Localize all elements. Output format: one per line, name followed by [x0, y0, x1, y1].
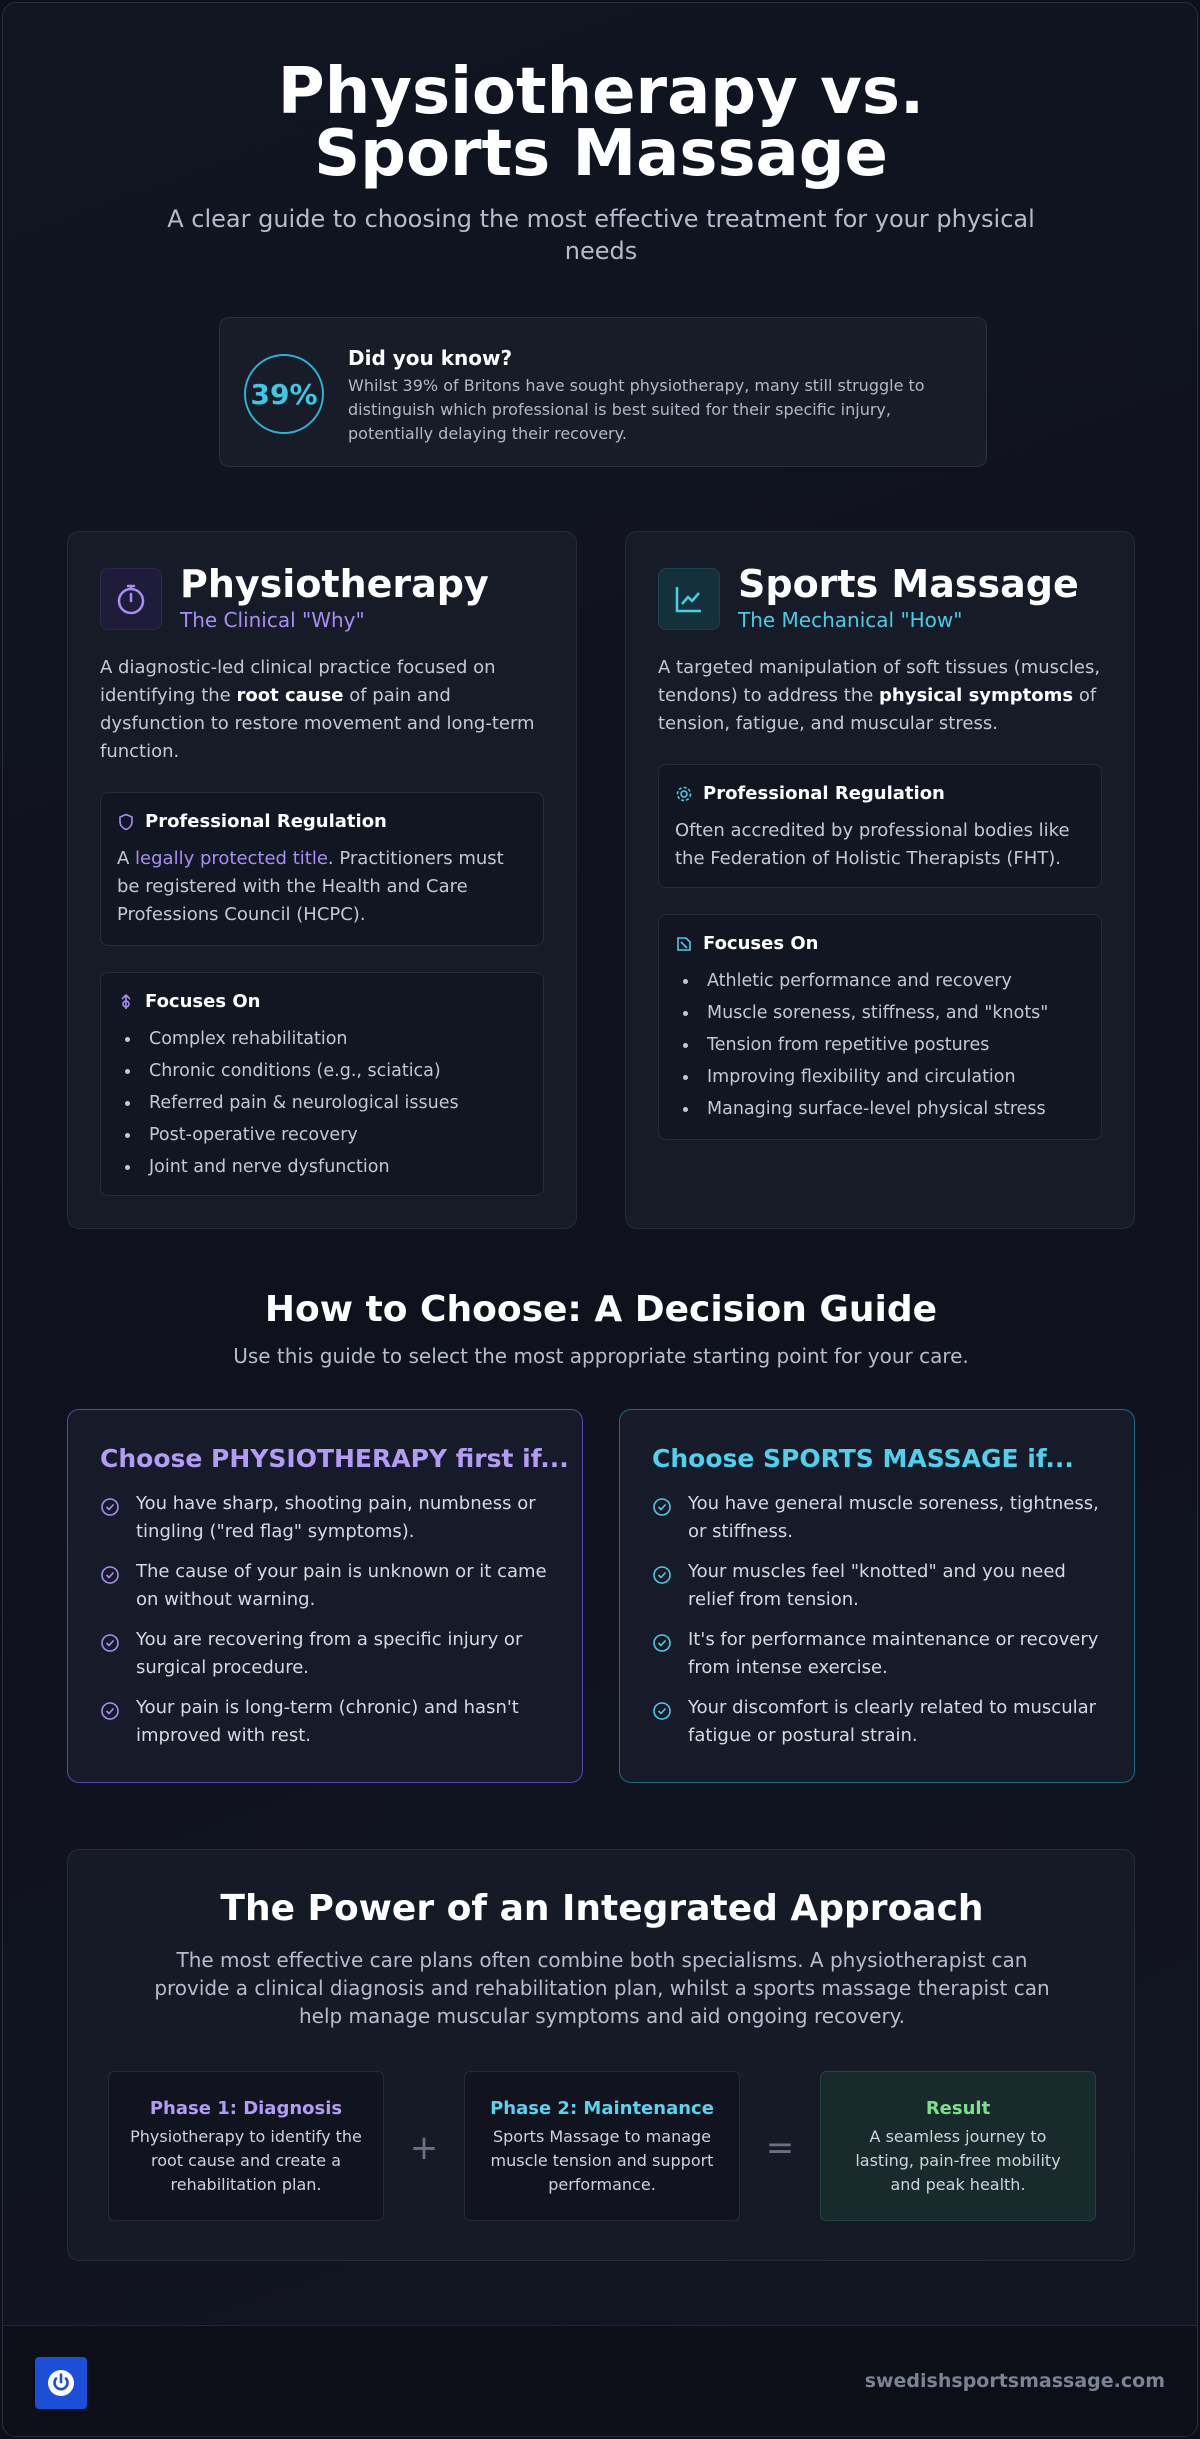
reg-text: A	[117, 848, 136, 869]
list-item: Referred pain & neurological issues	[117, 1087, 537, 1119]
sports-massage-card	[625, 531, 1135, 1229]
stopwatch-icon	[100, 568, 162, 630]
desc-text: of tension, fatigue, and muscular stress.	[658, 685, 1097, 734]
desc-bold: root cause	[236, 685, 344, 706]
phase-title: Phase 1: Diagnosis	[149, 2098, 343, 2119]
criteria-item	[100, 1558, 560, 1614]
phase-text: A seamless journey to lasting, pain-free mobility and peak health.	[855, 2127, 1061, 2194]
reg-text: . Practitioners must be registered with the Health and Care Professions Council (HCPC).	[117, 848, 504, 925]
check-circle-icon	[652, 1565, 672, 1585]
card-description	[658, 654, 1104, 738]
criteria-text: The cause of your pain is unknown or it came on without warning.	[136, 1561, 547, 1610]
target-icon	[117, 993, 135, 1011]
phase-text: Physiotherapy to identify the root cause and create a rehabilitation plan.	[130, 2127, 362, 2194]
gear-icon	[675, 785, 693, 803]
desc-text: of pain and dysfunction to restore movement and long-term function.	[100, 685, 535, 762]
focus-list	[675, 965, 1095, 1125]
check-circle-icon	[100, 1565, 120, 1585]
criteria-item	[652, 1626, 1112, 1682]
footer	[3, 2325, 1198, 2437]
phase-text: Sports Massage to manage muscle tension and support performance.	[490, 2127, 714, 2194]
list-item: Post-operative recovery	[117, 1119, 537, 1151]
check-circle-icon	[652, 1701, 672, 1721]
criteria-item	[652, 1490, 1112, 1546]
check-circle-icon	[652, 1633, 672, 1653]
plus-symbol: +	[409, 2128, 439, 2168]
hand-icon	[675, 935, 693, 953]
card-subtitle: The Clinical "Why"	[180, 608, 365, 632]
criteria-item	[100, 1626, 560, 1682]
criteria-text: You are recovering from a specific injury or surgical procedure.	[136, 1629, 523, 1678]
panel-title: Choose SPORTS MASSAGE if...	[652, 1444, 1074, 1473]
check-circle-icon	[100, 1701, 120, 1721]
list-item: Tension from repetitive postures	[675, 1029, 1095, 1061]
decision-guide-header	[3, 1289, 1198, 1368]
criteria-item	[100, 1694, 560, 1750]
check-circle-icon	[652, 1497, 672, 1517]
section-subtitle: Use this guide to select the most appropriate starting point for your care.	[233, 1344, 969, 1368]
regulation-text	[117, 845, 527, 929]
protected-title-link: legally protected title	[135, 848, 328, 869]
focus-title: Focuses On	[145, 991, 261, 1012]
desc-text: A targeted manipulation of soft tissues (muscles, tendons) to address the	[658, 657, 1101, 706]
regulation-box	[100, 792, 544, 946]
regulation-heading	[117, 811, 387, 832]
page-frame	[2, 2, 1198, 2437]
page-title: Physiotherapy vs. Sports Massage	[277, 55, 925, 191]
section-title: How to Choose: A Decision Guide	[264, 1289, 938, 1330]
choose-physiotherapy-panel	[67, 1409, 583, 1783]
focus-heading	[675, 933, 818, 954]
list-item: Athletic performance and recovery	[675, 965, 1095, 997]
phase-diagnosis-box	[108, 2071, 384, 2221]
regulation-title: Professional Regulation	[703, 783, 945, 804]
phase-title: Result	[925, 2098, 991, 2119]
integrated-approach-section	[67, 1849, 1135, 2261]
section-title: The Power of an Integrated Approach	[220, 1888, 984, 1929]
card-title: Sports Massage	[738, 562, 1079, 606]
focus-heading	[117, 991, 260, 1012]
panel-title: Choose PHYSIOTHERAPY first if...	[100, 1444, 569, 1473]
regulation-title: Professional Regulation	[145, 811, 387, 832]
focus-title: Focuses On	[703, 933, 819, 954]
page-subtitle: A clear guide to choosing the most effective treatment for your physical needs	[167, 205, 1035, 265]
equals-symbol: =	[765, 2128, 795, 2168]
section-description: The most effective care plans often combine both specialisms. A physiotherapist can provide a clinical diagnosis and rehabilitation plan, whilst a sports massage therapist can help manage muscular symptoms and aid ongoing recovery.	[154, 1948, 1050, 2028]
regulation-heading	[675, 783, 945, 804]
card-description	[100, 654, 546, 766]
did-you-know-callout	[219, 317, 987, 467]
focus-box	[658, 914, 1102, 1140]
list-item: Complex rehabilitation	[117, 1023, 537, 1055]
callout-title: Did you know?	[348, 346, 513, 370]
regulation-text: Often accredited by professional bodies like the Federation of Holistic Therapists (FHT).	[675, 820, 1070, 869]
check-circle-icon	[100, 1497, 120, 1517]
phase-title: Phase 2: Maintenance	[490, 2098, 714, 2119]
page-header	[3, 55, 1198, 267]
card-title: Physiotherapy	[180, 562, 489, 606]
physiotherapy-card	[67, 531, 577, 1229]
shield-icon	[117, 813, 135, 831]
choose-sports-massage-panel	[619, 1409, 1135, 1783]
footer-website-link[interactable]: swedishsportsmassage.com	[864, 2370, 1165, 2392]
stat-circle: 39%	[244, 354, 324, 434]
focus-box	[100, 972, 544, 1196]
focus-list	[117, 1023, 537, 1183]
criteria-text: You have general muscle soreness, tightness, or stiffness.	[688, 1493, 1099, 1542]
regulation-box	[658, 764, 1102, 888]
power-icon	[45, 2367, 77, 2399]
criteria-list	[652, 1490, 1112, 1762]
desc-bold: physical symptoms	[879, 685, 1074, 706]
list-item: Muscle soreness, stiffness, and "knots"	[675, 997, 1095, 1029]
criteria-list	[100, 1490, 560, 1762]
check-circle-icon	[100, 1633, 120, 1653]
criteria-text: You have sharp, shooting pain, numbness or tingling ("red flag" symptoms).	[136, 1493, 536, 1542]
list-item: Chronic conditions (e.g., sciatica)	[117, 1055, 537, 1087]
list-item: Improving flexibility and circulation	[675, 1061, 1095, 1093]
criteria-text: Your discomfort is clearly related to muscular fatigue or postural strain.	[688, 1697, 1097, 1746]
card-subtitle: The Mechanical "How"	[738, 608, 963, 632]
result-box	[820, 2071, 1096, 2221]
criteria-item	[652, 1694, 1112, 1750]
criteria-item	[652, 1558, 1112, 1614]
list-item: Joint and nerve dysfunction	[117, 1151, 537, 1183]
criteria-text: Your pain is long-term (chronic) and hasn't improved with rest.	[136, 1697, 519, 1746]
criteria-text: It's for performance maintenance or recovery from intense exercise.	[688, 1629, 1099, 1678]
desc-text: A diagnostic-led clinical practice focused on identifying the	[100, 657, 496, 706]
criteria-item	[100, 1490, 560, 1546]
phase-maintenance-box	[464, 2071, 740, 2221]
brand-logo[interactable]	[35, 2357, 87, 2409]
criteria-text: Your muscles feel "knotted" and you need relief from tension.	[688, 1561, 1066, 1610]
line-chart-icon	[658, 568, 720, 630]
list-item: Managing surface-level physical stress	[675, 1093, 1095, 1125]
callout-body: Whilst 39% of Britons have sought physiotherapy, many still struggle to distinguish which professional is best suited for their specific injury, potentially delaying their recovery.	[348, 376, 925, 443]
